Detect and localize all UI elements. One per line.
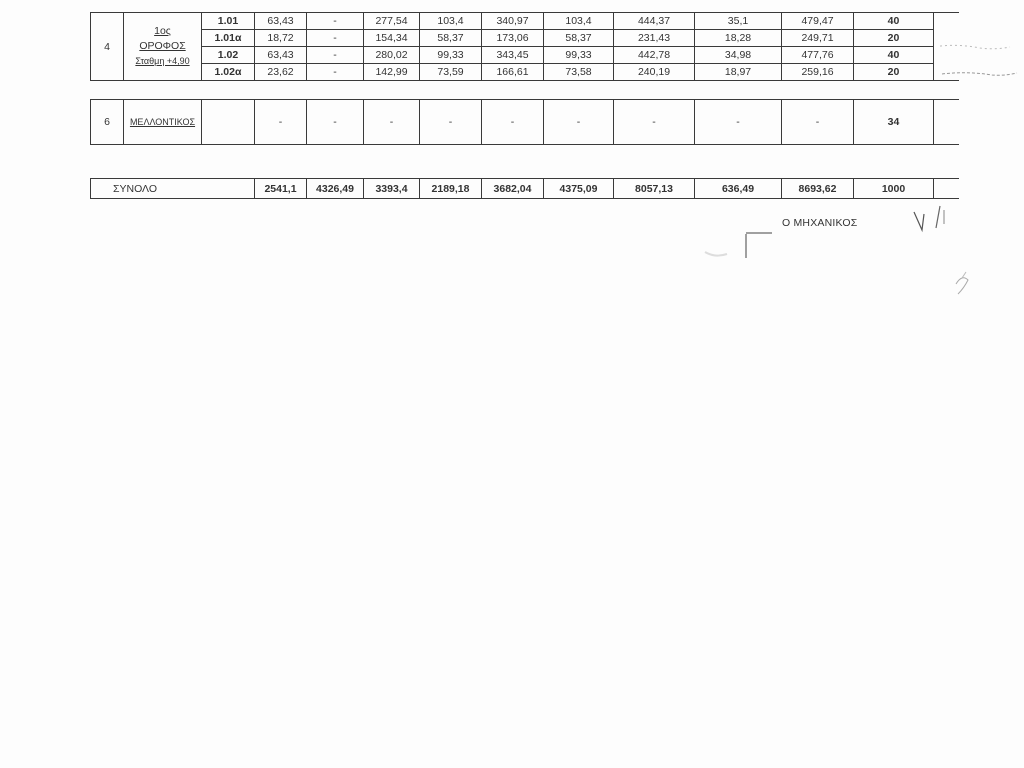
cell: 58,37 [420, 30, 482, 47]
table-row [91, 47, 959, 64]
total-cell: 2189,18 [420, 179, 482, 199]
cell: - [255, 100, 307, 145]
cell: - [307, 47, 364, 64]
total-cell: 2541,1 [255, 179, 307, 199]
cell: 103,4 [420, 13, 482, 30]
cell: 103,4 [544, 13, 614, 30]
cell-share: 20 [854, 30, 934, 47]
cell: 73,59 [420, 64, 482, 81]
cell: - [782, 100, 854, 145]
total-cell: 3682,04 [482, 179, 544, 199]
cell-share: 34 [854, 100, 934, 145]
cell: 444,37 [614, 13, 695, 30]
cell: 18,28 [695, 30, 782, 47]
total-cell: 4326,49 [307, 179, 364, 199]
total-cell: 8057,13 [614, 179, 695, 199]
cell: 442,78 [614, 47, 695, 64]
floor-name: ΟΡΟΦΟΣ [139, 40, 186, 52]
cell: - [695, 100, 782, 145]
unit-code: 1.02α [202, 64, 255, 81]
cell: 166,61 [482, 64, 544, 81]
future-floor-table [90, 99, 959, 145]
cell: 34,98 [695, 47, 782, 64]
cell: 477,76 [782, 47, 854, 64]
cell: 63,43 [255, 13, 307, 30]
cell: 58,37 [544, 30, 614, 47]
cell: 99,33 [544, 47, 614, 64]
blank-cell [202, 100, 255, 145]
cell: 35,1 [695, 13, 782, 30]
cell: 154,34 [364, 30, 420, 47]
cell: 259,16 [782, 64, 854, 81]
cell: - [420, 100, 482, 145]
floor-ordinal: 1ος [154, 25, 171, 37]
cell: 280,02 [364, 47, 420, 64]
cell: 231,43 [614, 30, 695, 47]
floor-level: Σταθμη +4,90 [135, 56, 190, 66]
cell: 240,19 [614, 64, 695, 81]
cell: 23,62 [255, 64, 307, 81]
row-number: 6 [91, 100, 124, 145]
total-cell: 1000 [854, 179, 934, 199]
cell: 479,47 [782, 13, 854, 30]
cell: - [364, 100, 420, 145]
total-cell: 636,49 [695, 179, 782, 199]
cell: 340,97 [482, 13, 544, 30]
floor-area-table [90, 12, 959, 81]
floor-label [124, 13, 202, 81]
cell-share: 20 [854, 64, 934, 81]
cell: - [307, 64, 364, 81]
total-cell: 8693,62 [782, 179, 854, 199]
cell: 73,58 [544, 64, 614, 81]
cell: - [544, 100, 614, 145]
row-number: 4 [91, 13, 124, 81]
cell: 18,72 [255, 30, 307, 47]
totals-table [90, 178, 959, 199]
cell: - [307, 100, 364, 145]
cell: 277,54 [364, 13, 420, 30]
cell: 142,99 [364, 64, 420, 81]
margin-scribble [930, 38, 1024, 83]
unit-code: 1.01 [202, 13, 255, 30]
total-cell: 3393,4 [364, 179, 420, 199]
signature-scribble [700, 200, 1024, 310]
cell: 18,97 [695, 64, 782, 81]
cell-share: 40 [854, 13, 934, 30]
blank-cell [934, 179, 959, 199]
blank-cell [934, 100, 959, 145]
cell: 343,45 [482, 47, 544, 64]
future-floor-label: ΜΕΛΛΟΝΤΙΚΟΣ [124, 100, 202, 145]
table-row [91, 64, 959, 81]
cell: 173,06 [482, 30, 544, 47]
engineer-label: Ο ΜΗΧΑΝΙΚΟΣ [782, 217, 858, 229]
cell: - [482, 100, 544, 145]
cell-share: 40 [854, 47, 934, 64]
cell: 99,33 [420, 47, 482, 64]
cell: - [614, 100, 695, 145]
unit-code: 1.02 [202, 47, 255, 64]
cell: 249,71 [782, 30, 854, 47]
table-row [91, 13, 959, 30]
table-row [91, 100, 959, 145]
table-row [91, 30, 959, 47]
total-label: ΣΥΝΟΛΟ [91, 179, 255, 199]
cell: 63,43 [255, 47, 307, 64]
cell: - [307, 13, 364, 30]
total-cell: 4375,09 [544, 179, 614, 199]
table-row [91, 179, 959, 199]
unit-code: 1.01α [202, 30, 255, 47]
cell: - [307, 30, 364, 47]
